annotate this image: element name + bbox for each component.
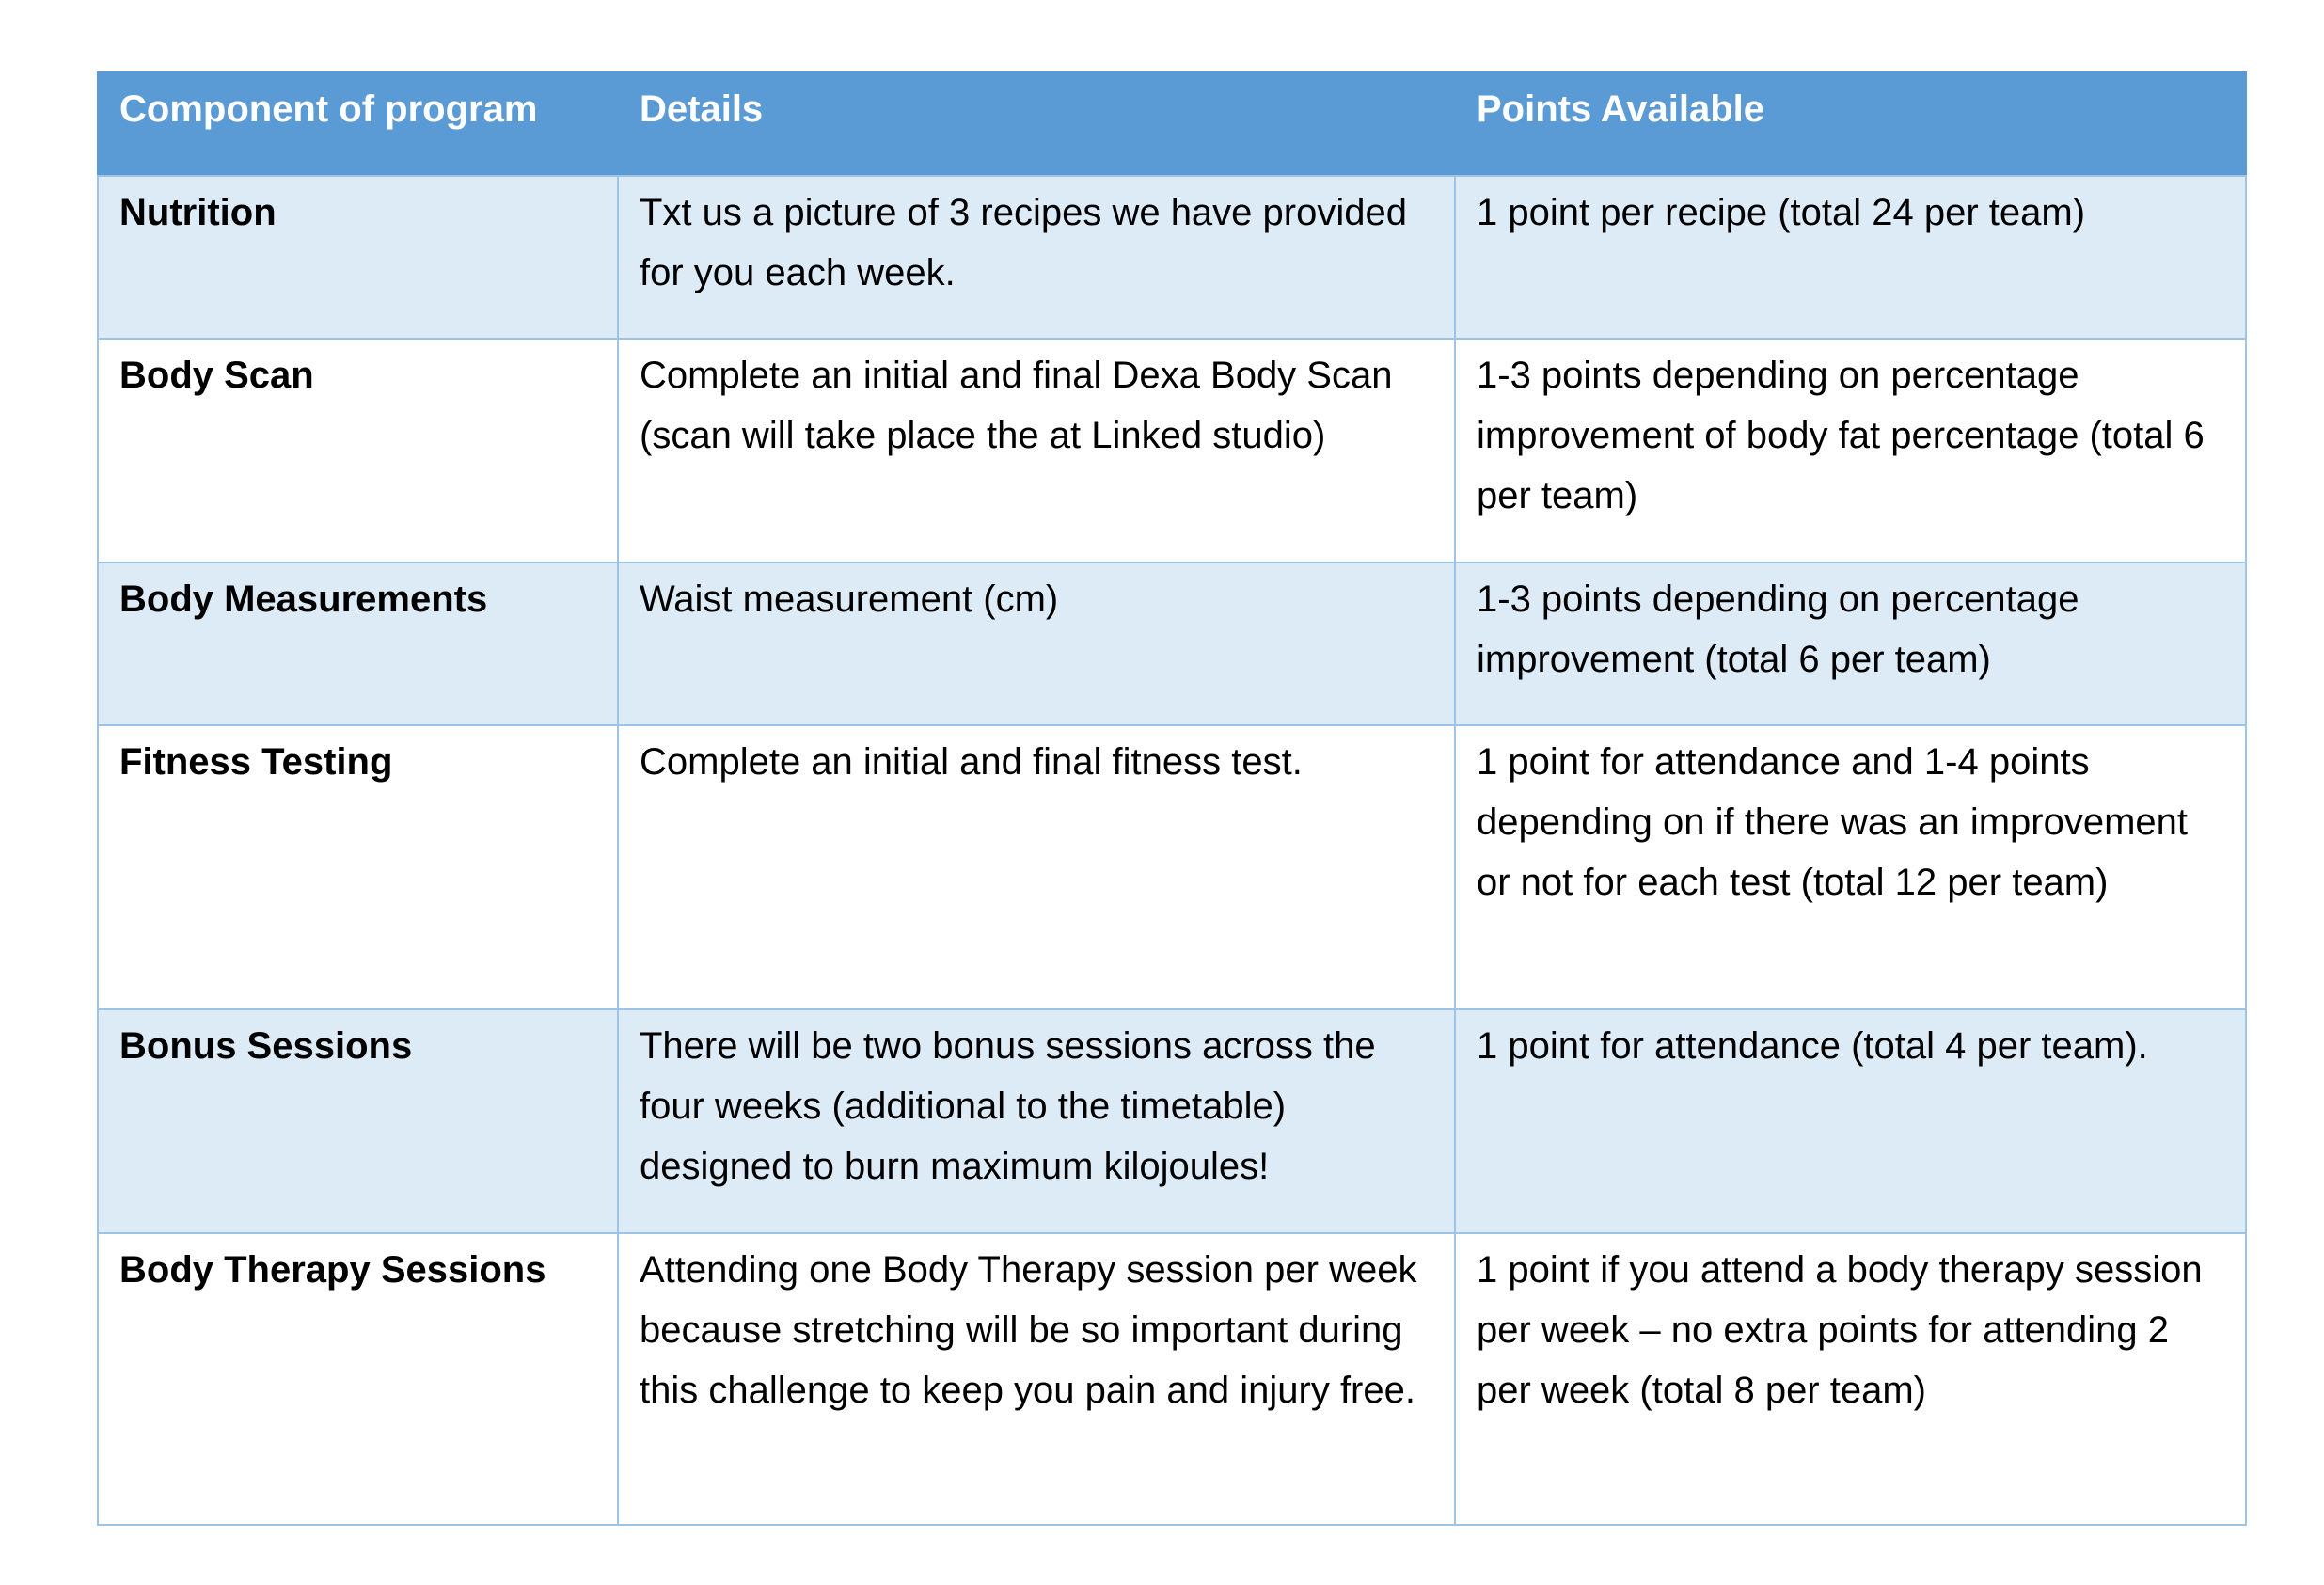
points-cell: 1-3 points depending on percentage improvement (total 6 per team) [1455, 563, 2246, 725]
details-cell: Complete an initial and final Dexa Body Scan (scan will take place the at Linked studio) [618, 339, 1455, 563]
points-table [97, 71, 2247, 1526]
table-row [98, 176, 2246, 339]
component-cell: Fitness Testing [98, 725, 618, 1009]
points-cell: 1 point if you attend a body therapy session per week – no extra points for attending 2 per week (total 8 per team) [1455, 1233, 2246, 1525]
points-cell: 1 point for attendance (total 4 per team). [1455, 1009, 2246, 1233]
details-cell: Txt us a picture of 3 recipes we have provided for you each week. [618, 176, 1455, 339]
details-cell: Attending one Body Therapy session per week because stretching will be so important during this challenge to keep you pain and injury free. [618, 1233, 1455, 1525]
points-cell: 1 point per recipe (total 24 per team) [1455, 176, 2246, 339]
details-cell: Complete an initial and final fitness test. [618, 725, 1455, 1009]
table-row [98, 1233, 2246, 1525]
header-details: Details [618, 72, 1455, 176]
table-row [98, 339, 2246, 563]
header-component: Component of program [98, 72, 618, 176]
points-cell: 1-3 points depending on percentage improvement of body fat percentage (total 6 per team) [1455, 339, 2246, 563]
header-points: Points Available [1455, 72, 2246, 176]
component-cell: Body Measurements [98, 563, 618, 725]
component-cell: Nutrition [98, 176, 618, 339]
component-cell: Body Therapy Sessions [98, 1233, 618, 1525]
details-cell: There will be two bonus sessions across the four weeks (additional to the timetable) designed to burn maximum kilojoules! [618, 1009, 1455, 1233]
table-header-row [98, 72, 2246, 176]
points-cell: 1 point for attendance and 1-4 points depending on if there was an improvement or not for each test (total 12 per team) [1455, 725, 2246, 1009]
details-cell: Waist measurement (cm) [618, 563, 1455, 725]
component-cell: Body Scan [98, 339, 618, 563]
component-cell: Bonus Sessions [98, 1009, 618, 1233]
table-row [98, 725, 2246, 1009]
table-row [98, 563, 2246, 725]
table-row [98, 1009, 2246, 1233]
